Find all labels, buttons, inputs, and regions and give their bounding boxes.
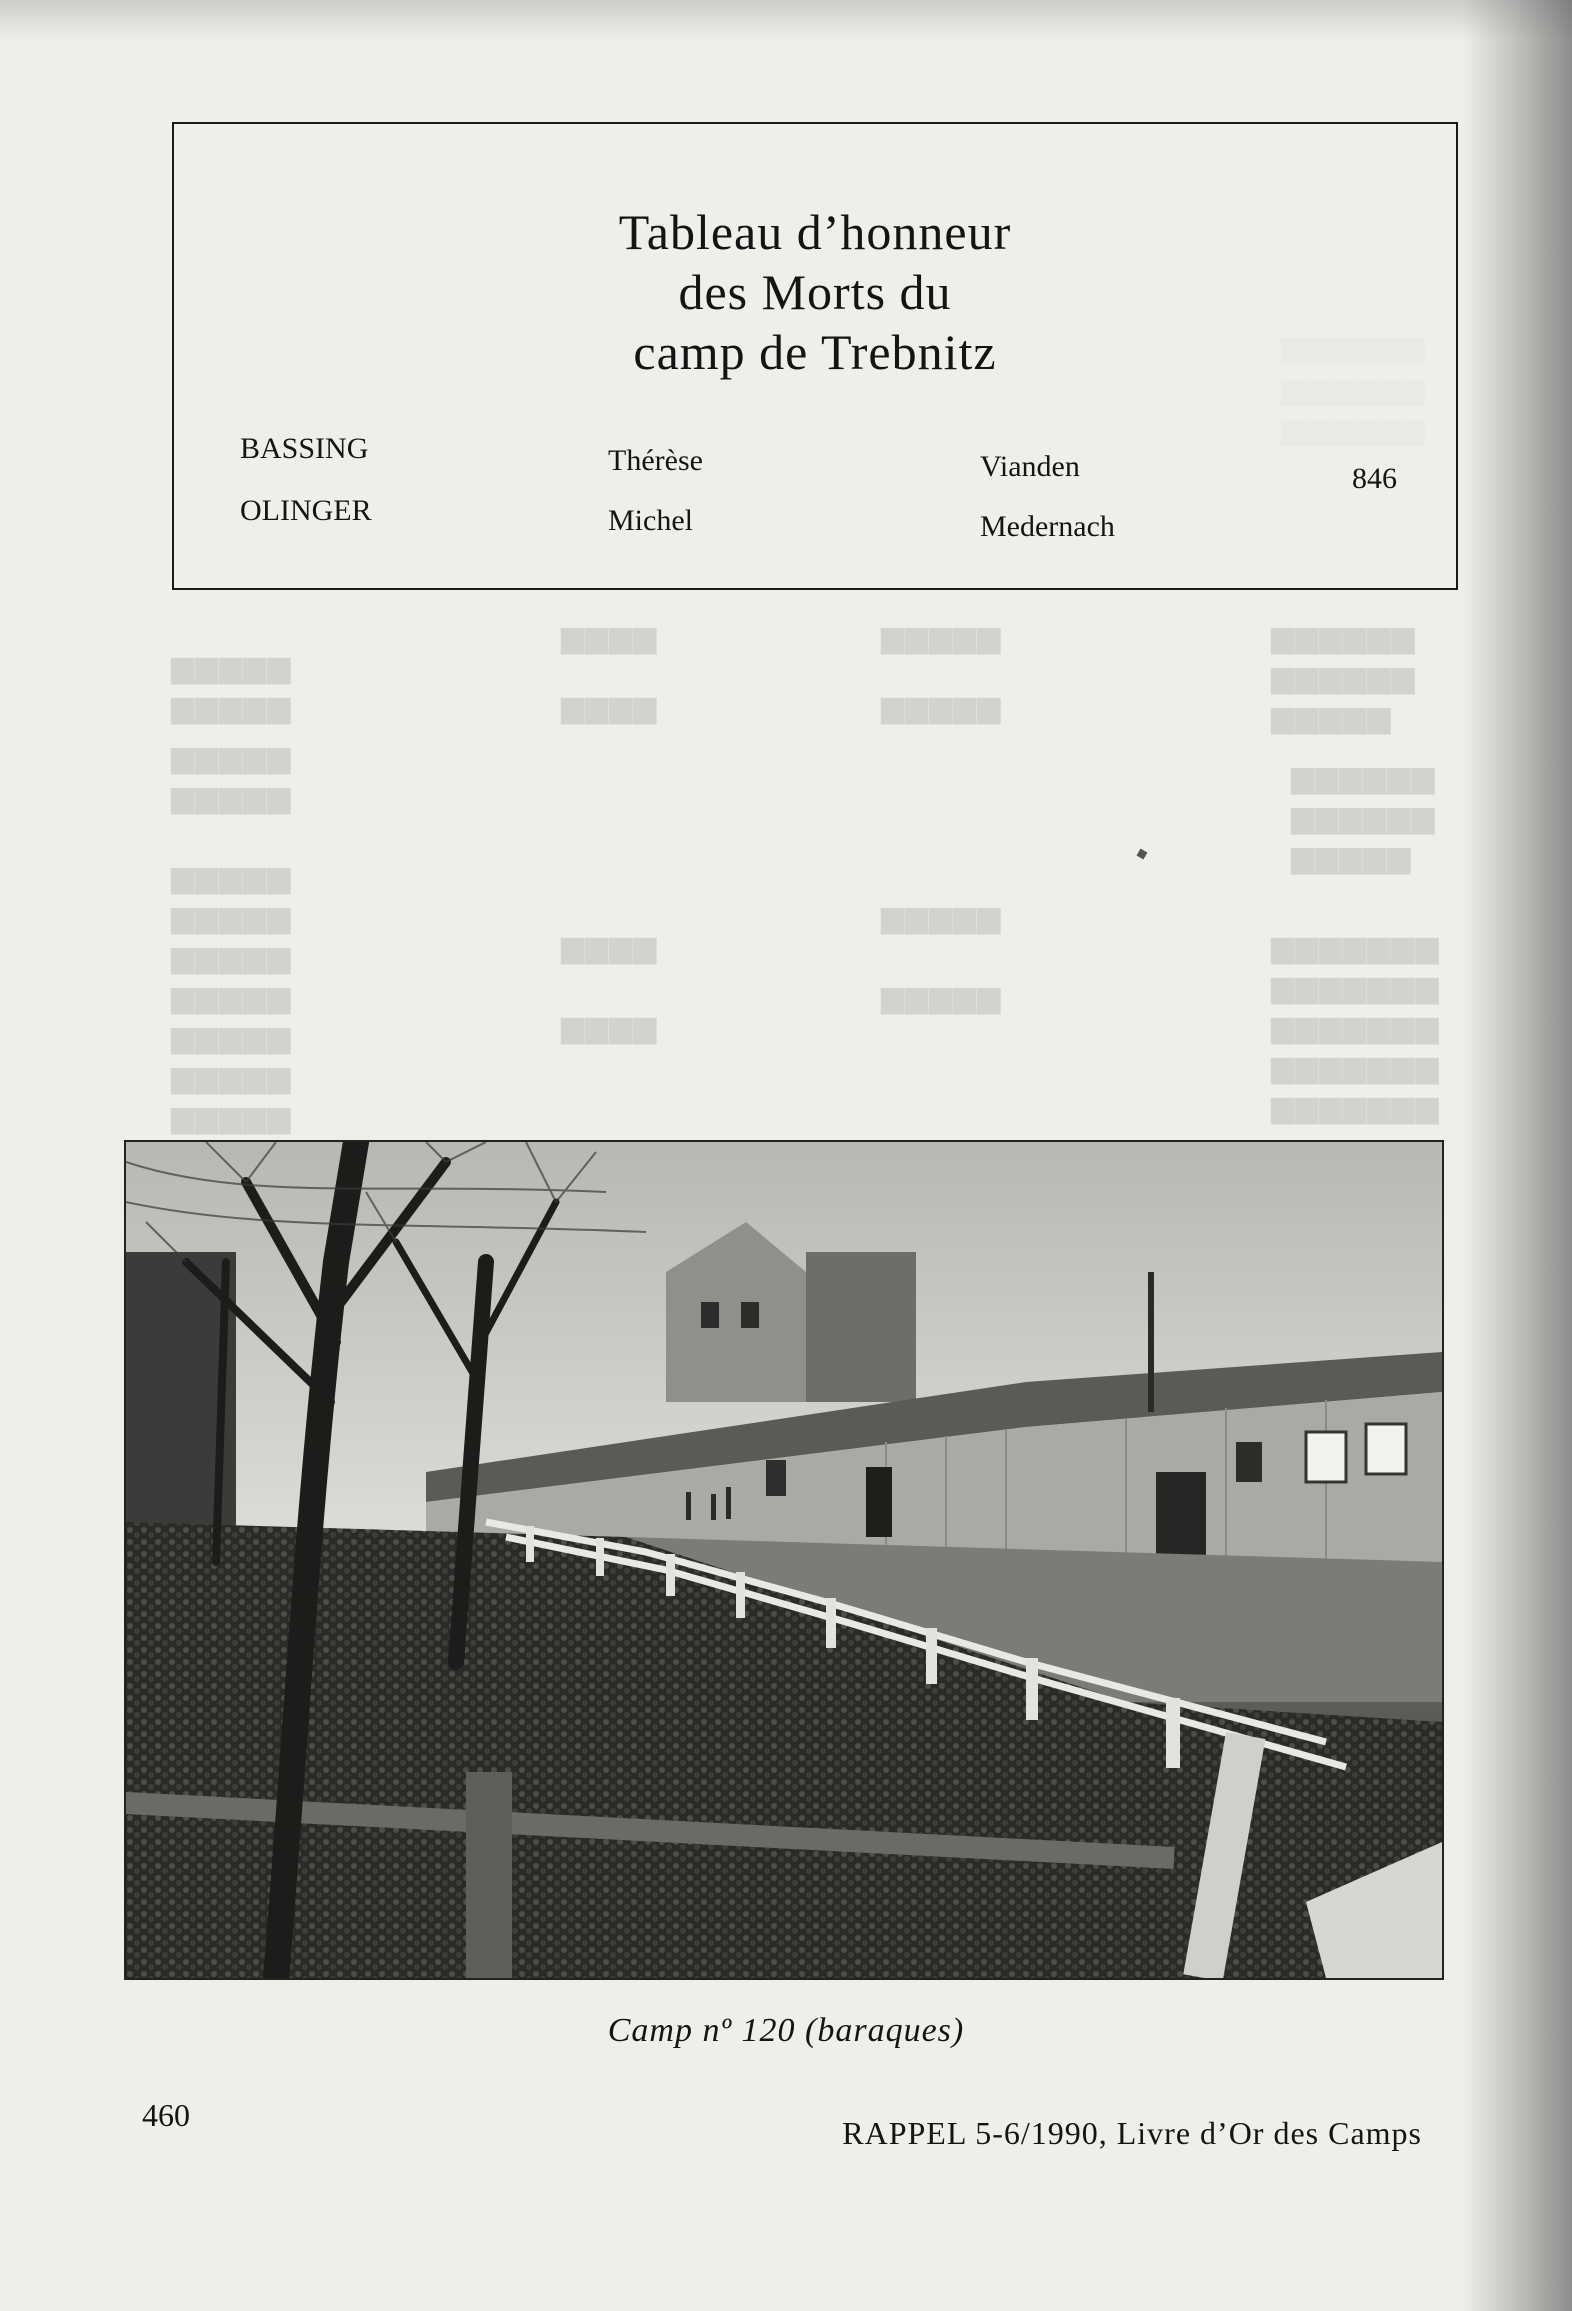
- first-name-cell: Thérèse: [608, 444, 703, 477]
- locality-cell: Vianden: [980, 450, 1080, 483]
- first-name-cell: Michel: [608, 504, 693, 537]
- number-cell: 846: [1352, 462, 1397, 495]
- title-line-1: Tableau d’honneur: [618, 204, 1012, 260]
- page-number: 460: [142, 2097, 190, 2133]
- title-line-3: camp de Trebnitz: [633, 324, 997, 380]
- photo-caption: Camp nº 120 (baraques): [607, 2012, 965, 2049]
- publication-source: RAPPEL 5-6/1990, Livre d’Or des Camps: [842, 2115, 1422, 2151]
- locality-cell: Medernach: [980, 510, 1115, 543]
- surname-cell: BASSING: [240, 432, 369, 465]
- surname-cell: OLINGER: [240, 494, 372, 527]
- title-line-2: des Morts du: [678, 264, 952, 320]
- scan-shadow-right: [1462, 0, 1572, 2311]
- scan-shadow-top: [0, 0, 1572, 40]
- honour-table-box: [172, 122, 1458, 590]
- paper-speck: [1137, 849, 1148, 860]
- camp-photograph: [124, 1140, 1444, 1980]
- honour-table-title: [174, 202, 1456, 382]
